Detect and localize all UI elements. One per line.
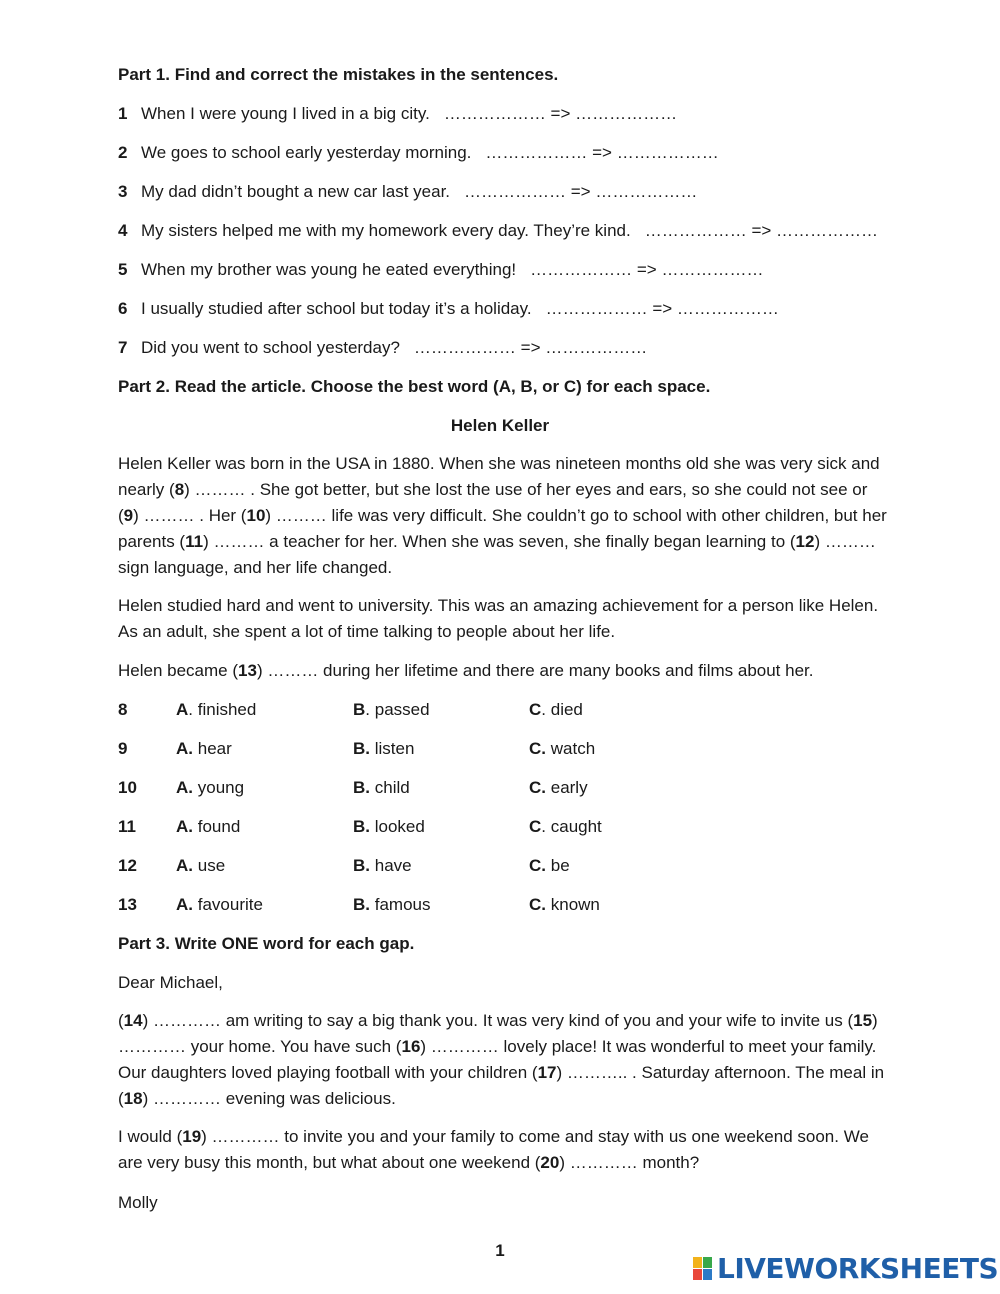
letter-signoff: Molly — [118, 1193, 158, 1212]
options-row-9 — [118, 738, 888, 760]
part1-title: Part 1. Find and correct the mistakes in the sentences. — [118, 65, 559, 84]
item-sentence: When my brother was young he eated everything! — [141, 260, 517, 279]
letter-greeting: Dear Michael, — [118, 973, 223, 992]
gap-11[interactable]: 11 — [185, 532, 204, 551]
gap-13[interactable]: 13 — [238, 661, 257, 680]
correction-blank[interactable]: ……………… => ……………… — [644, 221, 879, 240]
part1-item-3 — [118, 181, 697, 203]
item-number: 2 — [118, 143, 128, 162]
correction-blank[interactable]: ……………… => ……………… — [485, 143, 719, 162]
item-sentence: My dad didn’t bought a new car last year. — [141, 182, 451, 201]
option-b[interactable]: B. listen — [353, 739, 415, 758]
gap-16[interactable]: 16 — [401, 1037, 421, 1056]
option-b[interactable]: B. have — [353, 856, 412, 875]
letter-paragraph-1: (14) ………… am writing to say a big thank you. It was very kind of you and your wife to invite us (15) ………… your home. You have such (16) ………… lovely place! It was wonderful to meet your family. Our daughters loved playing football with your children (17) ……….. . Saturday afternoon. The meal in (18) ………… evening was delicious. — [118, 1011, 885, 1108]
question-number: 9 — [118, 739, 128, 758]
option-a[interactable]: A. favourite — [176, 895, 263, 914]
gap-10[interactable]: 10 — [246, 506, 266, 525]
gap-9[interactable]: 9 — [123, 506, 134, 525]
part2-title: Part 2. Read the article. Choose the best word (A, B, or C) for each space. — [118, 377, 711, 396]
liveworksheets-logo[interactable] — [693, 1254, 998, 1284]
correction-blank[interactable]: ……………… => ……………… — [545, 299, 779, 318]
gap-17[interactable]: 17 — [537, 1063, 557, 1082]
option-b[interactable]: B. famous — [353, 895, 431, 914]
gap-19[interactable]: 19 — [182, 1127, 202, 1146]
page-number: 1 — [495, 1241, 505, 1260]
option-a[interactable]: A. hear — [176, 739, 232, 758]
part1-item-6 — [118, 298, 779, 320]
logo-squares-icon — [693, 1257, 713, 1281]
gap-12[interactable]: 12 — [795, 532, 815, 551]
options-row-11 — [118, 816, 888, 838]
option-c[interactable]: C. early — [529, 778, 588, 797]
item-number: 7 — [118, 338, 128, 357]
question-number: 12 — [118, 856, 137, 875]
part1-item-7 — [118, 337, 647, 359]
item-sentence: I usually studied after school but today it’s a holiday. — [141, 299, 532, 318]
options-row-8 — [118, 699, 888, 721]
item-number: 1 — [118, 104, 128, 123]
options-row-13 — [118, 894, 888, 916]
item-sentence: My sisters helped me with my homework every day. They’re kind. — [141, 221, 631, 240]
correction-blank[interactable]: ……………… => ……………… — [464, 182, 698, 201]
item-number: 3 — [118, 182, 128, 201]
options-row-10 — [118, 777, 888, 799]
part1-item-1 — [118, 103, 677, 125]
option-c[interactable]: C. watch — [529, 739, 596, 758]
correction-blank[interactable]: ……………… => ……………… — [413, 338, 648, 357]
letter-paragraph-2: I would (19) ………… to invite you and your family to come and stay with us one weekend soon. We are very busy this month, but what about one weekend (20) ………… month? — [118, 1127, 869, 1172]
item-number: 4 — [118, 221, 128, 240]
question-number: 10 — [118, 778, 137, 797]
option-c[interactable]: C. died — [529, 700, 583, 719]
item-sentence: We goes to school early yesterday morning. — [141, 143, 472, 162]
options-row-12 — [118, 855, 888, 877]
question-number: 8 — [118, 700, 128, 719]
correction-blank[interactable]: ……………… => ……………… — [443, 104, 678, 123]
item-number: 5 — [118, 260, 128, 279]
option-b[interactable]: B. passed — [353, 700, 430, 719]
part3-title: Part 3. Write ONE word for each gap. — [118, 934, 415, 953]
article-paragraph-1: Helen Keller was born in the USA in 1880. When she was nineteen months old she was very sick and nearly (8) ……… . She got better, but she lost the use of her eyes and ears, so she could not see or (9) ……… . Her (10) ……… life was very difficult. She couldn’t go to school with other children, but her parents (11) ……… a teacher for her. When she was seven, she finally began learning to (12) ……… sign language, and her life changed. — [118, 454, 887, 577]
article-title: Helen Keller — [450, 416, 550, 435]
option-a[interactable]: A. use — [176, 856, 226, 875]
option-c[interactable]: C. known — [529, 895, 600, 914]
gap-18[interactable]: 18 — [123, 1089, 143, 1108]
question-number: 13 — [118, 895, 137, 914]
gap-8[interactable]: 8 — [174, 480, 185, 499]
article-paragraph-2: Helen studied hard and went to university. This was an amazing achievement for a person like Helen. As an adult, she spent a lot of time talking to people about her life. — [118, 596, 879, 641]
option-a[interactable]: A. young — [176, 778, 245, 797]
option-b[interactable]: B. looked — [353, 817, 425, 836]
gap-20[interactable]: 20 — [540, 1153, 560, 1172]
question-number: 11 — [118, 817, 136, 836]
gap-15[interactable]: 15 — [853, 1011, 873, 1030]
part1-item-2 — [118, 142, 719, 164]
logo-text: LIVEWORKSHEETS — [717, 1252, 999, 1285]
option-a[interactable]: A. found — [176, 817, 241, 836]
gap-14[interactable]: 14 — [123, 1011, 143, 1030]
item-sentence: When I were young I lived in a big city. — [141, 104, 430, 123]
item-number: 6 — [118, 299, 128, 318]
option-c[interactable]: C. be — [529, 856, 570, 875]
correction-blank[interactable]: ……………… => ……………… — [530, 260, 764, 279]
option-b[interactable]: B. child — [353, 778, 410, 797]
item-sentence: Did you went to school yesterday? — [141, 338, 400, 357]
option-a[interactable]: A. finished — [176, 700, 257, 719]
part1-item-4 — [118, 220, 878, 242]
article-paragraph-3: Helen became (13) ……… during her lifetime and there are many books and films about her. — [118, 661, 814, 680]
part1-item-5 — [118, 259, 763, 281]
option-c[interactable]: C. caught — [529, 817, 602, 836]
